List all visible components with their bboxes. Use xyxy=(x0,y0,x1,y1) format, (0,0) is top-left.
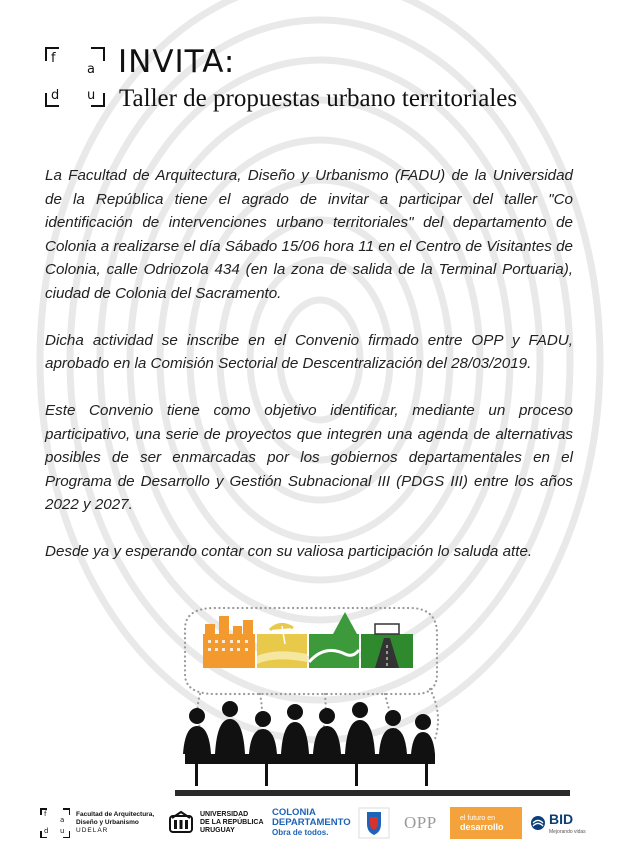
logo-letter-a: a xyxy=(87,62,95,77)
tree-landscape-icon xyxy=(309,612,359,668)
page-subtitle: Taller de propuestas urbano territoriales xyxy=(119,85,518,112)
opp-footer-logo: OPP xyxy=(404,813,437,832)
bid-footer-logo: BID Mejorando vidas xyxy=(530,800,586,846)
shield-icon xyxy=(358,807,390,839)
udelar-building-icon xyxy=(168,810,194,836)
people-silhouettes xyxy=(183,701,435,786)
fadu-logo xyxy=(45,47,105,107)
colonia-shield-logo xyxy=(358,800,390,846)
paragraph-objetivo: Este Convenio tiene como objetivo identificar, mediante un proceso participativo, una serie de proyectos que integren una agenda de alternativas posibles de ser enmarcadas por los gobiernos departamentales en el Programa de Desarrollo y Gestión Subnacional III (PDGS III) entre los años 2022 y 2027. xyxy=(45,402,573,513)
fadu-footer-logo xyxy=(40,800,154,846)
logo-letter-u: u xyxy=(87,88,96,103)
udelar-footer-text: UNIVERSIDAD DE LA REPÚBLICA URUGUAY xyxy=(200,811,264,834)
city-icon xyxy=(203,616,255,668)
fadu-footer-text: Facultad de Arquitectura, Diseño y Urbanismo UDELAR xyxy=(76,811,155,834)
udelar-footer-logo xyxy=(168,800,264,846)
road-icon xyxy=(361,624,413,668)
colonia-footer-logo: COLONIA DEPARTAMENTO Obra de todos. xyxy=(272,807,351,837)
workshop-illustration xyxy=(175,604,445,789)
page-title: INVITA: xyxy=(118,44,236,80)
opp-slogan-logo: el futuro en desarrollo xyxy=(450,800,522,846)
footer-logos xyxy=(40,800,600,846)
footer-divider xyxy=(175,790,570,796)
fadu-small-icon: f a d u xyxy=(40,808,70,838)
invitation-body xyxy=(45,164,573,587)
paragraph-closing: Desde ya y esperando contar con su valiosa participación lo saluda atte. xyxy=(45,543,533,560)
paragraph-intro: La Facultad de Arquitectura, Diseño y Urbanismo (FADU) de la Universidad de la República tiene el agrado de invitar a participar del taller "Co identificación de intervenciones urbano territoriales" del departamento de Colonia a realizarse el día Sábado 15/06 hora 11 en el Centro de Visitantes de Colonia, calle Odriozola 434 (en la zona de salida de la Terminal Portuaria), ciudad de Colonia del Sacramento. xyxy=(45,167,573,302)
beach-icon xyxy=(257,624,307,668)
logo-letter-d: d xyxy=(51,88,60,103)
bid-globe-icon xyxy=(530,815,546,831)
paragraph-convenio: Dicha actividad se inscribe en el Convenio firmado entre OPP y FADU, aprobado en la Comisión Sectorial de Descentralización del 28/03/2019. xyxy=(45,331,573,372)
logo-letter-f: f xyxy=(51,51,56,66)
